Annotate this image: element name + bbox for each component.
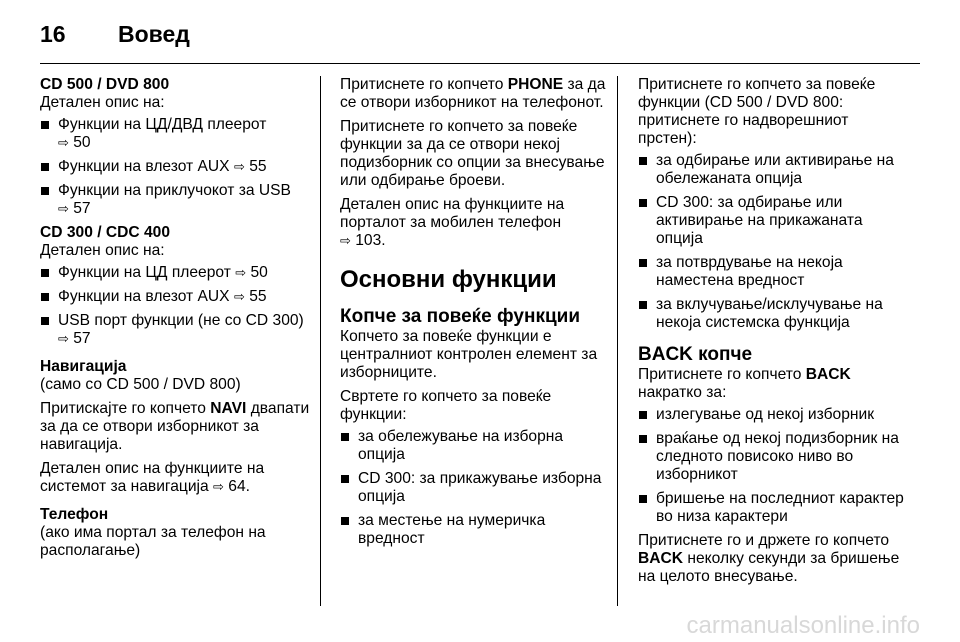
paragraph: Притиснете го копчето BACK накратко за:	[638, 366, 851, 401]
column-divider	[320, 76, 321, 606]
paragraph: Копчето за повеќе функции е централниот контролен елемент за изборниците.	[340, 328, 598, 381]
page-ref[interactable]: 57	[73, 330, 91, 347]
list-item: за обележување на изборна опција	[340, 428, 612, 464]
paragraph: Притиснете го копчето PHONE за да се отвори изборникот на телефонот.	[340, 76, 606, 111]
page-reference-arrow-icon: ⇨	[58, 201, 69, 216]
column-1	[40, 76, 312, 566]
list-item: за потврдување на некоја наместена вредност	[638, 254, 910, 290]
page-reference-arrow-icon: ⇨	[340, 233, 351, 248]
page-reference-arrow-icon: ⇨	[58, 331, 69, 346]
bullet-list	[40, 264, 312, 348]
heading-back-button: BACK копче	[638, 344, 753, 365]
list-item: Функции на ЦД/ДВД плеерот ⇨ 50	[40, 116, 312, 152]
paragraph: (ако има портал за телефон на располагање)	[40, 524, 266, 559]
paragraph: Притиснете го и држете го копчето BACK неколку секунди за бришење на целото внесување.	[638, 532, 900, 585]
heading-basic-functions: Основни функции	[340, 266, 557, 293]
section-intro: Детален опис на:	[40, 94, 165, 111]
bullet-list	[340, 428, 612, 548]
page-number: 16	[40, 20, 66, 47]
watermark: carmanualsonline.info	[686, 612, 920, 639]
column-2	[340, 76, 612, 554]
page-title: Вовед	[118, 20, 190, 47]
list-item: за вклучување/исклучување на некоја системска функција	[638, 296, 910, 332]
section-title-navigation: Навигација	[40, 358, 127, 375]
paragraph: (само со CD 500 / DVD 800)	[40, 376, 241, 393]
section-title-cd500: CD 500 / DVD 800	[40, 76, 170, 93]
list-item: CD 300: за одбирање или активирање на прикажаната опција	[638, 194, 910, 248]
section-title-phone: Телефон	[40, 506, 109, 523]
page-ref[interactable]: 50	[250, 264, 268, 281]
list-item: за одбирање или активирање на обележаната опција	[638, 152, 910, 188]
key-name: BACK	[805, 366, 851, 383]
key-name: NAVI	[210, 400, 247, 417]
bullet-list	[40, 116, 312, 218]
list-item: CD 300: за прикажување изборна опција	[340, 470, 612, 506]
paragraph: Притиснете го копчето за повеќе функции (CD 500 / DVD 800: притиснете го надворешниот прстен):	[638, 76, 876, 147]
page-ref[interactable]: 55	[249, 158, 267, 175]
list-item: излегување од некој изборник	[638, 406, 910, 424]
page-ref[interactable]: 64.	[228, 478, 250, 495]
bullet-list	[638, 406, 910, 526]
list-item: бришење на последниот карактер во низа карактери	[638, 490, 910, 526]
key-name: PHONE	[507, 76, 564, 93]
page-reference-arrow-icon: ⇨	[213, 479, 224, 494]
page-reference-arrow-icon: ⇨	[58, 135, 69, 150]
list-item: Функции на влезот AUX ⇨ 55	[40, 158, 312, 176]
key-name: BACK	[638, 550, 684, 567]
paragraph: Притиснете го копчето за повеќе функции за да се отвори некој подизборник со опции за внесување или одбирање броеви.	[340, 118, 605, 189]
paragraph: Детален опис на функциите на порталот за мобилен телефон ⇨ 103.	[340, 196, 565, 249]
paragraph: Свртете го копчето за повеќе функции:	[340, 388, 552, 423]
column-3	[638, 76, 910, 592]
list-item: Функции на влезот AUX ⇨ 55	[40, 288, 312, 306]
page-header	[40, 14, 190, 54]
page-reference-arrow-icon: ⇨	[233, 159, 245, 174]
list-item: враќање од некој подизборник на следното повисоко ниво во изборникот	[638, 430, 910, 484]
page-ref[interactable]: 55	[249, 288, 267, 305]
section-intro: Детален опис на:	[40, 242, 165, 259]
paragraph: Притискајте го копчето NAVI двапати за да се отвори изборникот за навигација.	[40, 400, 310, 453]
heading-multifunction-knob: Копче за повеќе функции	[340, 306, 580, 327]
page-reference-arrow-icon: ⇨	[235, 265, 247, 280]
column-divider	[617, 76, 618, 606]
page-ref[interactable]: 50	[73, 134, 91, 151]
list-item: Функции на ЦД плеерот ⇨ 50	[40, 264, 312, 282]
bullet-list	[638, 152, 910, 332]
paragraph: Детален опис на функциите на системот за навигација ⇨ 64.	[40, 460, 265, 495]
header-rule	[40, 63, 920, 64]
list-item: Функции на приклучокот за USB ⇨ 57	[40, 182, 312, 218]
list-item: за местење на нумеричка вредност	[340, 512, 612, 548]
list-item: USB порт функции (не со CD 300) ⇨ 57	[40, 312, 312, 348]
page-ref[interactable]: 103.	[355, 232, 386, 249]
page-reference-arrow-icon: ⇨	[233, 289, 245, 304]
section-title-cd300: CD 300 / CDC 400	[40, 224, 171, 241]
page-ref[interactable]: 57	[73, 200, 91, 217]
